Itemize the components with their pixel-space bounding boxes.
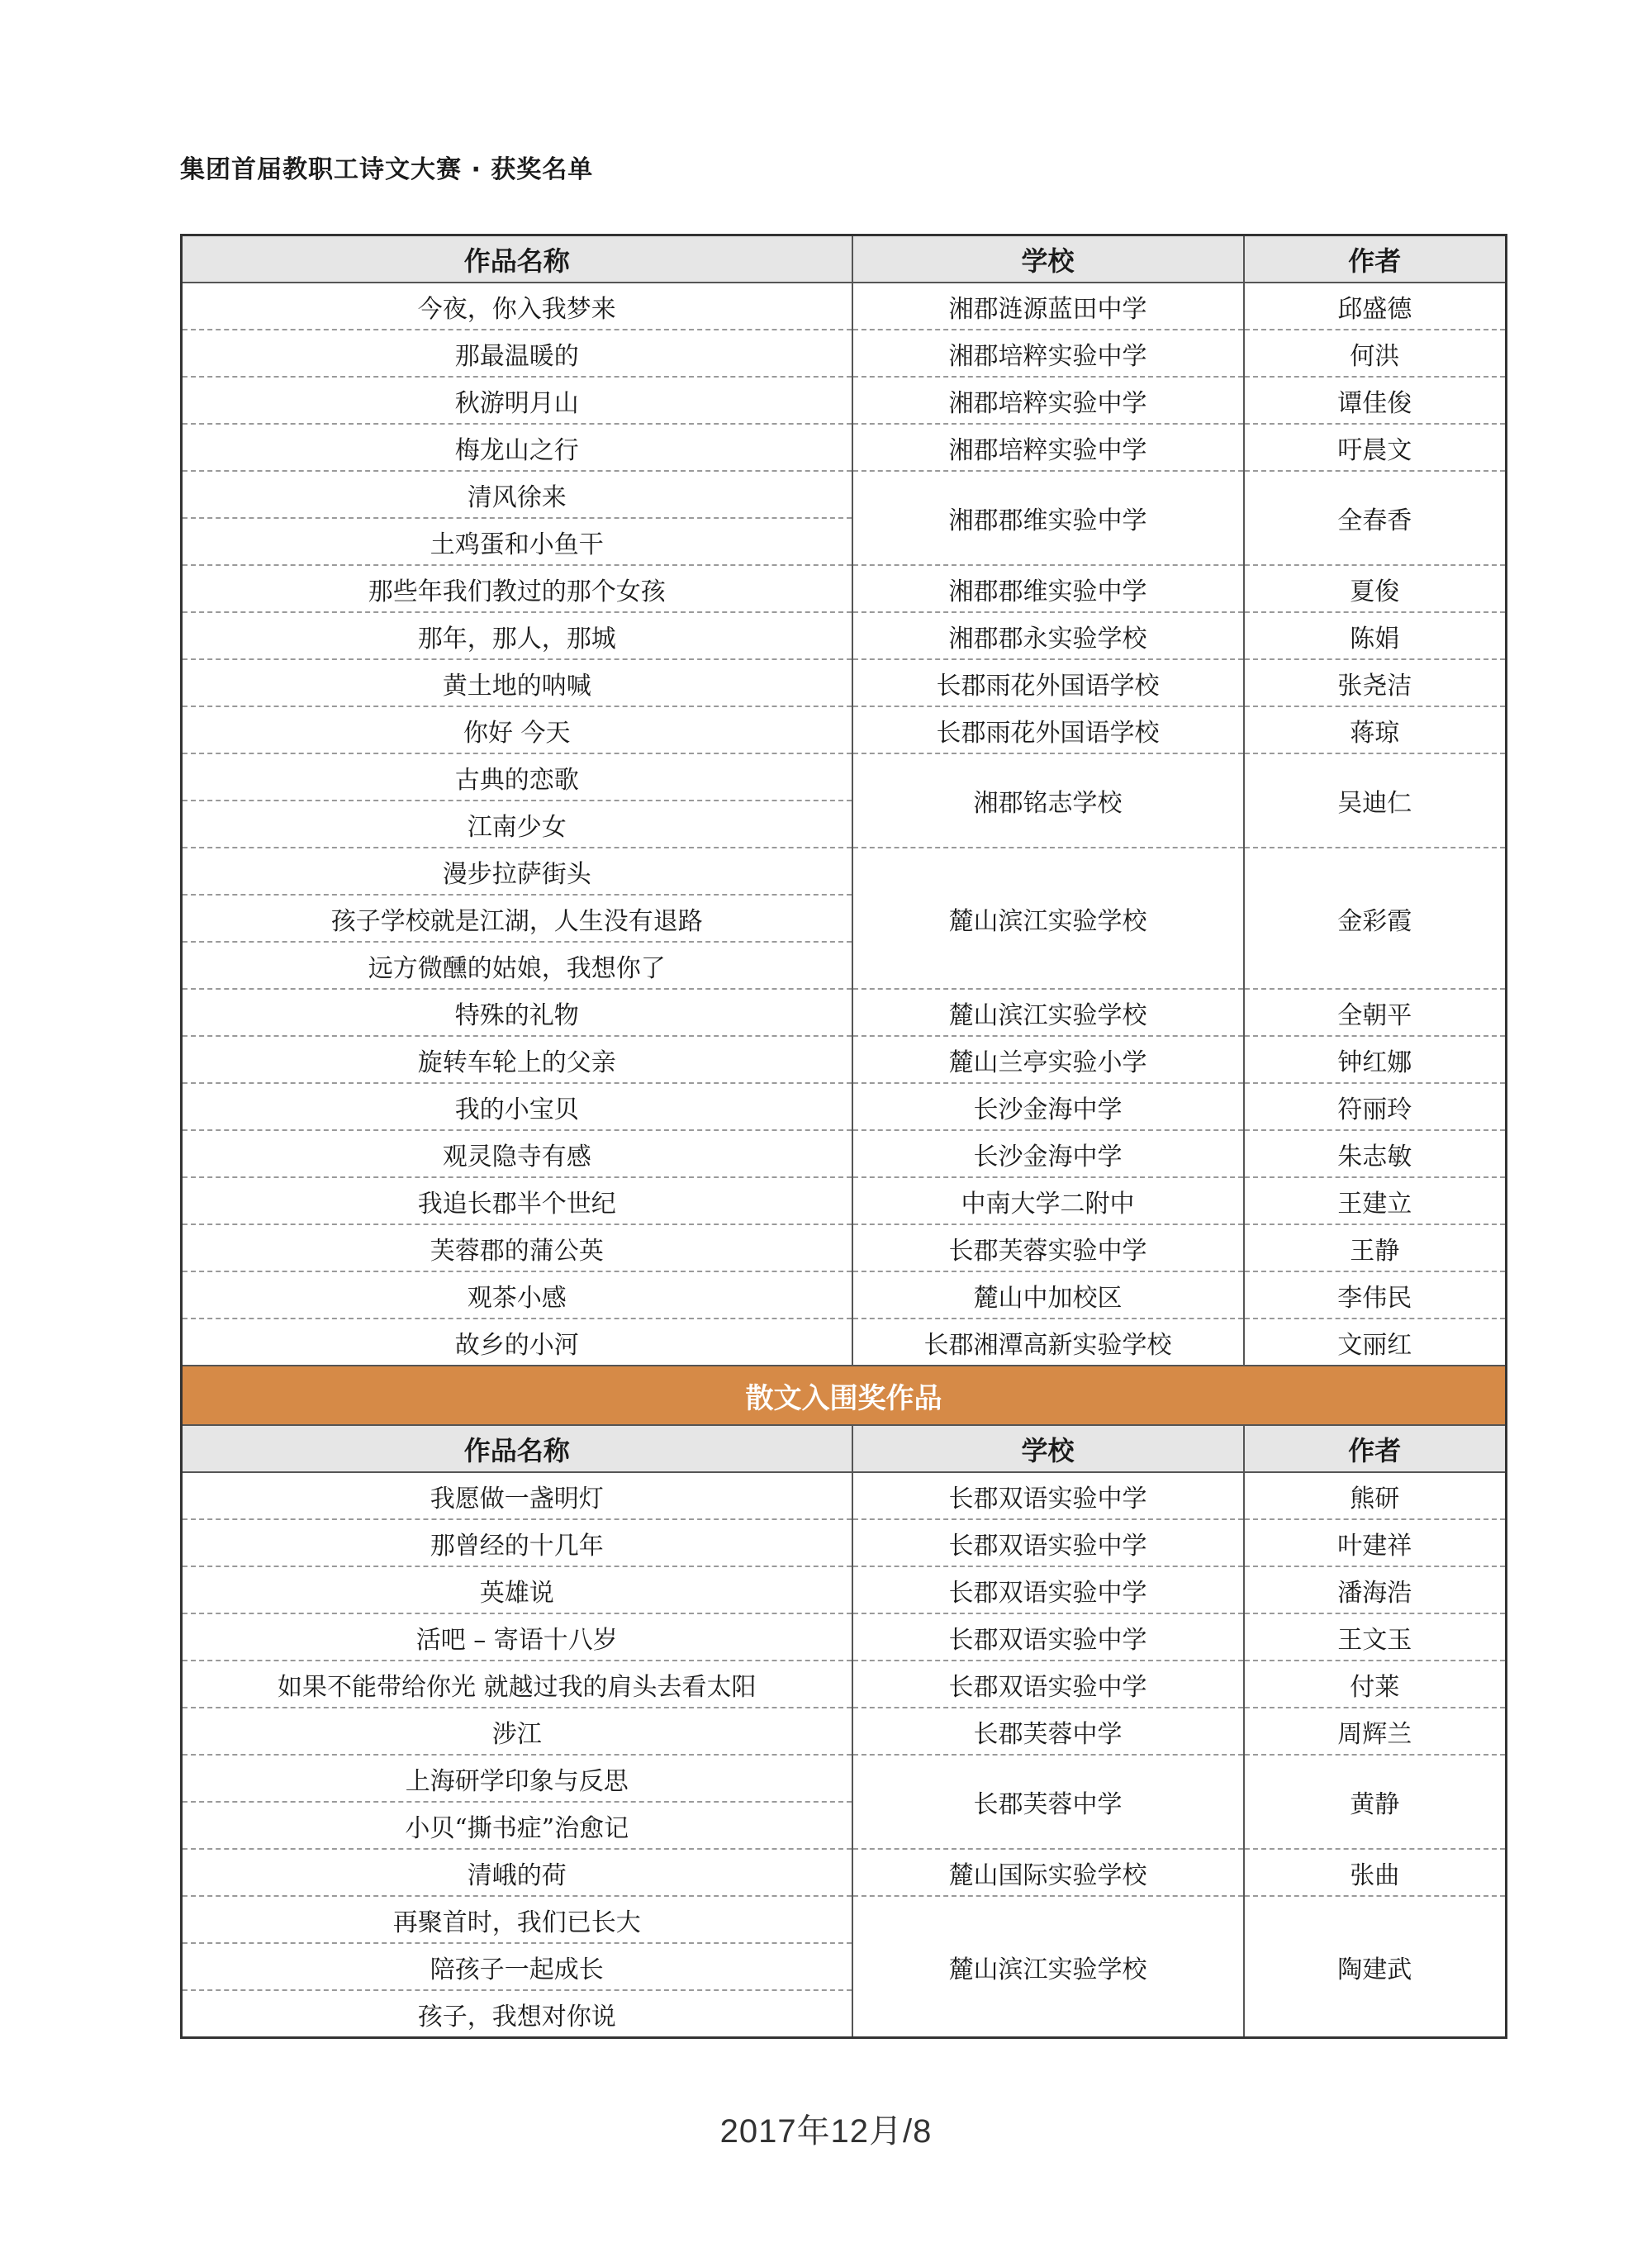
table-row bbox=[182, 1036, 1507, 1083]
author-name: 陶建武 bbox=[1244, 1896, 1507, 2038]
school-name: 中南大学二附中 bbox=[852, 1177, 1244, 1224]
section-banner-row bbox=[182, 1366, 1507, 1425]
work-title: 远方微醺的姑娘，我想你了 bbox=[182, 942, 852, 989]
author-name: 全春香 bbox=[1244, 471, 1507, 565]
author-name: 陈娟 bbox=[1244, 612, 1507, 659]
school-name: 长郡双语实验中学 bbox=[852, 1566, 1244, 1613]
work-title: 清峨的荷 bbox=[182, 1849, 852, 1896]
table-row bbox=[182, 330, 1507, 377]
header-work: 作品名称 bbox=[182, 1425, 852, 1472]
table-row bbox=[182, 1755, 1507, 1802]
table-row bbox=[182, 1849, 1507, 1896]
school-name: 湘郡铭志学校 bbox=[852, 753, 1244, 848]
author-name: 李伟民 bbox=[1244, 1271, 1507, 1319]
author-name: 王建立 bbox=[1244, 1177, 1507, 1224]
school-name: 长沙金海中学 bbox=[852, 1130, 1244, 1177]
author-name: 符丽玲 bbox=[1244, 1083, 1507, 1130]
work-title: 芙蓉郡的蒲公英 bbox=[182, 1224, 852, 1271]
table-row bbox=[182, 377, 1507, 424]
school-name: 湘郡郡维实验中学 bbox=[852, 565, 1244, 612]
work-title: 清风徐来 bbox=[182, 471, 852, 518]
work-title: 古典的恋歌 bbox=[182, 753, 852, 801]
work-title: 故乡的小河 bbox=[182, 1319, 852, 1366]
school-name: 湘郡郡永实验学校 bbox=[852, 612, 1244, 659]
work-title: 观茶小感 bbox=[182, 1271, 852, 1319]
school-name: 长郡湘潭高新实验学校 bbox=[852, 1319, 1244, 1366]
work-title: 漫步拉萨街头 bbox=[182, 848, 852, 895]
author-name: 吁晨文 bbox=[1244, 424, 1507, 471]
work-title: 黄土地的呐喊 bbox=[182, 659, 852, 706]
author-name: 付莱 bbox=[1244, 1661, 1507, 1708]
table-row bbox=[182, 1566, 1507, 1613]
school-name: 长郡芙蓉中学 bbox=[852, 1708, 1244, 1755]
work-title: 活吧 – 寄语十八岁 bbox=[182, 1613, 852, 1661]
school-name: 麓山国际实验学校 bbox=[852, 1849, 1244, 1896]
work-title: 土鸡蛋和小鱼干 bbox=[182, 518, 852, 565]
school-name: 长郡双语实验中学 bbox=[852, 1519, 1244, 1566]
table-row bbox=[182, 283, 1507, 330]
author-name: 金彩霞 bbox=[1244, 848, 1507, 989]
header-author: 作者 bbox=[1244, 235, 1507, 283]
school-name: 湘郡郡维实验中学 bbox=[852, 471, 1244, 565]
table-row bbox=[182, 565, 1507, 612]
work-title: 陪孩子一起成长 bbox=[182, 1943, 852, 1990]
author-name: 周辉兰 bbox=[1244, 1708, 1507, 1755]
school-name: 长郡芙蓉中学 bbox=[852, 1755, 1244, 1849]
author-name: 王文玉 bbox=[1244, 1613, 1507, 1661]
work-title: 梅龙山之行 bbox=[182, 424, 852, 471]
school-name: 麓山滨江实验学校 bbox=[852, 1896, 1244, 2038]
school-name: 麓山滨江实验学校 bbox=[852, 848, 1244, 989]
work-title: 你好 今天 bbox=[182, 706, 852, 753]
table-row bbox=[182, 1130, 1507, 1177]
table-row bbox=[182, 989, 1507, 1036]
author-name: 张尧洁 bbox=[1244, 659, 1507, 706]
work-title: 旋转车轮上的父亲 bbox=[182, 1036, 852, 1083]
work-title: 孩子，我想对你说 bbox=[182, 1990, 852, 2038]
table-header-row bbox=[182, 235, 1507, 283]
work-title: 江南少女 bbox=[182, 801, 852, 848]
table-row bbox=[182, 471, 1507, 518]
work-title: 我愿做一盏明灯 bbox=[182, 1472, 852, 1519]
table-row bbox=[182, 1319, 1507, 1366]
table-header-row bbox=[182, 1425, 1507, 1472]
header-school: 学校 bbox=[852, 235, 1244, 283]
school-name: 长郡双语实验中学 bbox=[852, 1613, 1244, 1661]
school-name: 长郡双语实验中学 bbox=[852, 1661, 1244, 1708]
work-title: 我追长郡半个世纪 bbox=[182, 1177, 852, 1224]
work-title: 小贝“撕书症”治愈记 bbox=[182, 1802, 852, 1849]
table-row bbox=[182, 612, 1507, 659]
work-title: 涉江 bbox=[182, 1708, 852, 1755]
author-name: 王静 bbox=[1244, 1224, 1507, 1271]
author-name: 吴迪仁 bbox=[1244, 753, 1507, 848]
work-title: 上海研学印象与反思 bbox=[182, 1755, 852, 1802]
author-name: 潘海浩 bbox=[1244, 1566, 1507, 1613]
work-title: 那年，那人，那城 bbox=[182, 612, 852, 659]
work-title: 如果不能带给你光 就越过我的肩头去看太阳 bbox=[182, 1661, 852, 1708]
author-name: 张曲 bbox=[1244, 1849, 1507, 1896]
school-name: 湘郡培粹实验中学 bbox=[852, 424, 1244, 471]
page-footer: 2017年12月/8 bbox=[719, 2113, 933, 2150]
work-title: 那些年我们教过的那个女孩 bbox=[182, 565, 852, 612]
table-row bbox=[182, 1708, 1507, 1755]
table-row bbox=[182, 706, 1507, 753]
table-row bbox=[182, 659, 1507, 706]
author-name: 叶建祥 bbox=[1244, 1519, 1507, 1566]
work-title: 特殊的礼物 bbox=[182, 989, 852, 1036]
table-row bbox=[182, 424, 1507, 471]
author-name: 文丽红 bbox=[1244, 1319, 1507, 1366]
work-title: 观灵隐寺有感 bbox=[182, 1130, 852, 1177]
table-row bbox=[182, 1613, 1507, 1661]
work-title: 我的小宝贝 bbox=[182, 1083, 852, 1130]
school-name: 长郡芙蓉实验中学 bbox=[852, 1224, 1244, 1271]
section-title: 散文入围奖作品 bbox=[182, 1366, 1507, 1425]
work-title: 今夜，你入我梦来 bbox=[182, 283, 852, 330]
author-name: 黄静 bbox=[1244, 1755, 1507, 1849]
work-title: 秋游明月山 bbox=[182, 377, 852, 424]
work-title: 英雄说 bbox=[182, 1566, 852, 1613]
work-title: 再聚首时，我们已长大 bbox=[182, 1896, 852, 1943]
award-table bbox=[180, 234, 1507, 2039]
school-name: 麓山滨江实验学校 bbox=[852, 989, 1244, 1036]
table-row bbox=[182, 1472, 1507, 1519]
header-work: 作品名称 bbox=[182, 235, 852, 283]
school-name: 长沙金海中学 bbox=[852, 1083, 1244, 1130]
table-row bbox=[182, 1177, 1507, 1224]
school-name: 湘郡培粹实验中学 bbox=[852, 330, 1244, 377]
header-author: 作者 bbox=[1244, 1425, 1507, 1472]
school-name: 长郡雨花外国语学校 bbox=[852, 706, 1244, 753]
work-title: 那曾经的十几年 bbox=[182, 1519, 852, 1566]
author-name: 朱志敏 bbox=[1244, 1130, 1507, 1177]
school-name: 长郡双语实验中学 bbox=[852, 1472, 1244, 1519]
table-row bbox=[182, 1896, 1507, 1943]
author-name: 何洪 bbox=[1244, 330, 1507, 377]
table-row bbox=[182, 848, 1507, 895]
school-name: 麓山兰亭实验小学 bbox=[852, 1036, 1244, 1083]
school-name: 湘郡培粹实验中学 bbox=[852, 377, 1244, 424]
author-name: 蒋琼 bbox=[1244, 706, 1507, 753]
school-name: 长郡雨花外国语学校 bbox=[852, 659, 1244, 706]
author-name: 全朝平 bbox=[1244, 989, 1507, 1036]
header-school: 学校 bbox=[852, 1425, 1244, 1472]
author-name: 邱盛德 bbox=[1244, 283, 1507, 330]
author-name: 夏俊 bbox=[1244, 565, 1507, 612]
author-name: 谭佳俊 bbox=[1244, 377, 1507, 424]
author-name: 熊研 bbox=[1244, 1472, 1507, 1519]
table-row bbox=[182, 1083, 1507, 1130]
document-title: 集团首届教职工诗文大赛 · 获奖名单 bbox=[180, 155, 594, 184]
table-row bbox=[182, 1519, 1507, 1566]
school-name: 麓山中加校区 bbox=[852, 1271, 1244, 1319]
table-row bbox=[182, 1224, 1507, 1271]
table-row bbox=[182, 1271, 1507, 1319]
school-name: 湘郡涟源蓝田中学 bbox=[852, 283, 1244, 330]
work-title: 孩子学校就是江湖，人生没有退路 bbox=[182, 895, 852, 942]
author-name: 钟红娜 bbox=[1244, 1036, 1507, 1083]
work-title: 那最温暖的 bbox=[182, 330, 852, 377]
table-row bbox=[182, 753, 1507, 801]
table-row bbox=[182, 1661, 1507, 1708]
